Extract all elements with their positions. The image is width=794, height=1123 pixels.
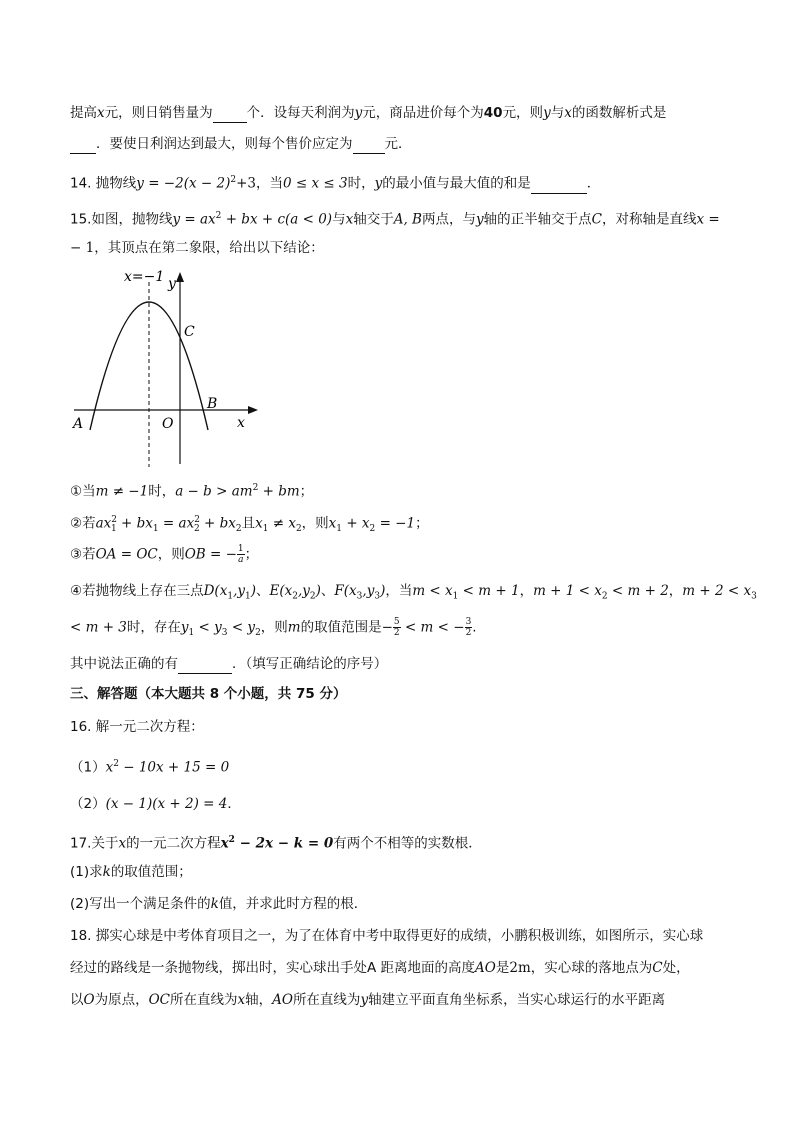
conclusion-1: ①当m ≠ −1时，$a - b > am^2$ + bm； (70, 483, 314, 500)
parabola-figure (70, 262, 260, 472)
question-18-line-3: 以O为原点，OC所在直线为x轴，AO所在直线为y轴建立平面直角坐标系，当实心球运行的水平距离 (70, 992, 666, 1008)
point-a-label: A (73, 416, 84, 432)
x-axis-label: x (237, 415, 245, 431)
q15-summary: 其中说法正确的有 ．（填写正确结论的序号） (70, 656, 388, 672)
answer-blank[interactable] (531, 178, 587, 194)
answer-blank[interactable] (353, 138, 385, 154)
point-c-label: C (184, 324, 195, 340)
q13-line-1: 提高x元，则日销售量为 个．设每天利润为y元，商品进价每个为40元，则y与x的函数解析式是 (70, 105, 667, 121)
conclusion-3: ③若OA = OC，则OB = − $\frac{1}{a}$ ； (70, 544, 259, 565)
answer-blank[interactable] (213, 107, 247, 123)
question-16-part-2: （2）(x − 1)(x + 2) = 4． (70, 796, 241, 812)
question-17-part-1: (1)求k的取值范围； (70, 864, 192, 880)
conclusion-4-line-1: ④若抛物线上存在三点$D(x_1,y_1)$、$E(x_2,y_2)$、$F(x_3,y_3)$，当$m < x_1 < m + 1$，$m + 1 < x_2 < m + 2$，$m + 2 < x_3$ (70, 583, 757, 602)
section-3-header: 三、解答题（本大题共 8 个小题，共 75 分） (70, 686, 347, 702)
y-axis-arrow (176, 272, 184, 282)
fraction: $\frac{3}{2}$ (465, 617, 472, 638)
point-b-label: B (207, 396, 218, 412)
fraction: $\frac{1}{a}$ (237, 544, 244, 565)
question-17-part-2: (2)写出一个满足条件的k值，并求此时方程的根． (70, 896, 368, 912)
answer-blank[interactable] (178, 658, 232, 674)
question-15-line-1: 15.如图，抛物线$y = ax^2$ + bx + c(a < 0)与x轴交于A, B两点，与y轴的正半轴交于点C，对称轴是直线x = (70, 211, 720, 228)
question-16-part-1: $(1)x^2 - 10x + 15 = 0$ (70, 759, 230, 776)
question-14: 14. 抛物线$y = -2(x - 2)^2+3$，当0 ≤ x ≤ 3时，y的最小值与最大值的和是 ． (70, 175, 601, 192)
x-axis-arrow (248, 406, 258, 414)
question-18-line-1: 18. 掷实心球是中考体育项目之一，为了在体育中考中取得更好的成绩，小鹏积极训练，如图所示，实心球 (70, 928, 704, 944)
conclusion-2: ②若$ax^2_1 + bx_1 = ax^2_2 + bx_2$且$x_1 \ne x_2$，则$x_1 + x_2 = -1$； (70, 515, 429, 535)
conclusion-4-line-2: < m + 3时，存在$y_1 < y_3 < y_2$，则m的取值范围是− $\frac{5}{2}$ < m < − $\frac{3}{2}$ . (70, 617, 477, 639)
q13-line-2: ．要使日利润达到最大，则每个售价应定为 元． (70, 134, 412, 154)
question-18-line-2: 经过的路线是一条抛物线，掷出时，实心球出手处A 距离地面的高度AO是2m，实心球的落地点为C处， (70, 960, 690, 976)
y-axis-label: y (168, 276, 176, 292)
fraction: $\frac{5}{2}$ (393, 617, 400, 638)
question-17: 17.关于x的一元二次方程$x^2 - 2x - k = 0$有两个不相等的实数根． (70, 835, 482, 852)
answer-blank[interactable] (70, 138, 96, 154)
question-15-line-2: − 1，其顶点在第二象限，给出以下结论： (70, 240, 324, 256)
symmetry-axis-label: x=−1 (124, 269, 165, 285)
question-16-title: 16. 解一元二次方程： (70, 719, 204, 735)
origin-label: O (162, 416, 174, 432)
